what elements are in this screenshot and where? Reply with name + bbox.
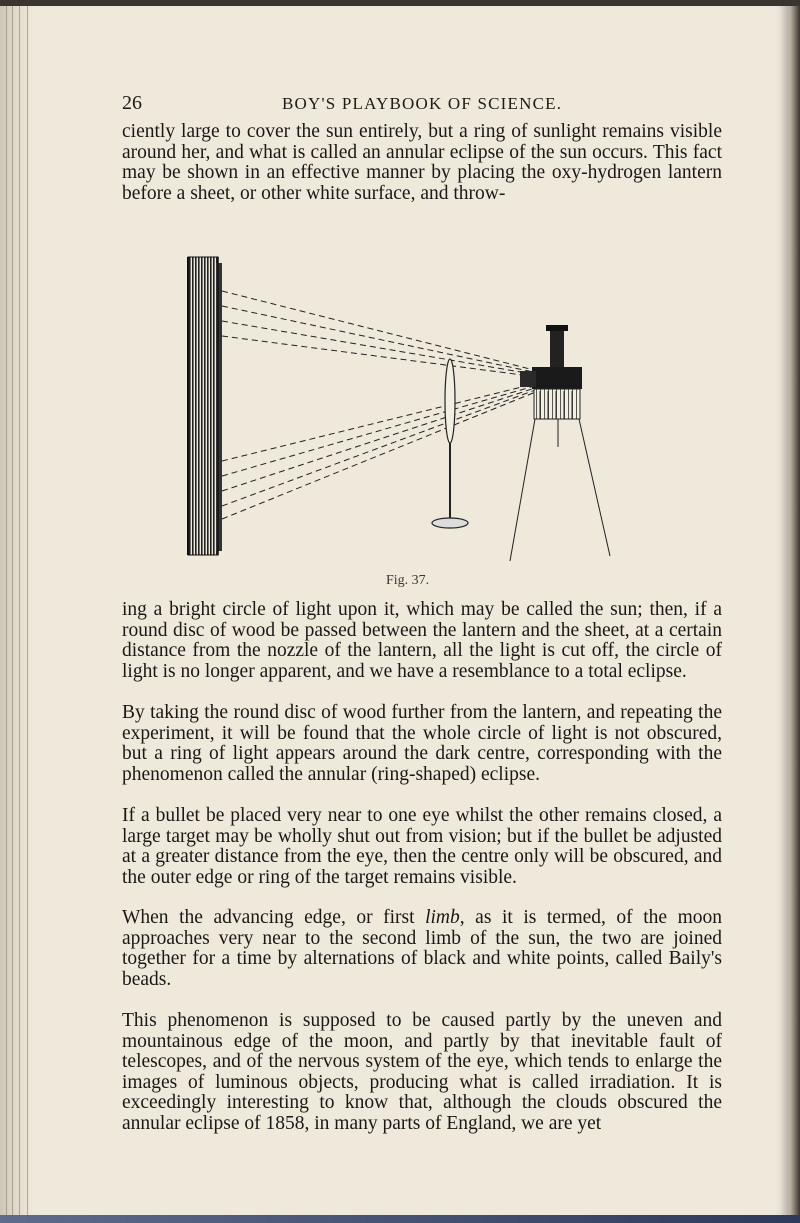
lantern-eclipse-illustration: [180, 251, 642, 569]
page-gutter: [0, 0, 34, 1223]
paragraph-intro: ciently large to cover the sun entirely, but a ring of sunlight remains visible around her, and what is called an annular eclipse of the sun occurs. This fact may be shown in an effective manner by placing the oxy-hydrogen lantern before a sheet, or other white surface, and throw-: [122, 121, 722, 204]
paragraph-total-eclipse: ing a bright circle of light upon it, which may be called the sun; then, if a round disc of wood be passed between the lantern and the sheet, at a certain distance from the nozzle of the lantern, all the light is cut off, the circle of light is no longer apparent, and we have a resemblance to a total eclipse.: [122, 599, 722, 682]
text-run: When the advancing edge, or first: [122, 907, 426, 928]
light-rays: [222, 291, 538, 519]
book-edge-shadow: [790, 0, 800, 1223]
paragraph-bailys-beads: [122, 908, 722, 990]
white-sheet-screen: [188, 257, 222, 555]
running-head: BOY'S PLAYBOOK OF SCIENCE.: [282, 94, 563, 113]
scan-top-edge: [0, 0, 800, 6]
italic-term-limb: limb: [425, 907, 460, 928]
wooden-disc-on-stand: [432, 359, 468, 528]
scan-bottom-edge: [0, 1215, 800, 1223]
paragraph-bullet-target: If a bullet be placed very near to one eye whilst the other remains closed, a large target may be wholly shut out from vision; but if the bullet be adjusted at a greater distance from the eye, then the centre only will be obscured, and the outer edge or ring of the target remains visible.: [122, 805, 722, 888]
text-run: , as it is termed, of the moon approaches very near to the second limb of the sun, the two are joined together for a time by alternations of black and white points, called Baily's beads.: [122, 907, 722, 990]
paragraph-annular-demo: By taking the round disc of wood further from the lantern, and repeating the experiment, it will be found that the whole circle of light is not obscured, but a ring of light appears around the dark centre, corresponding with the phenomenon called the annular (ring-shaped) eclipse.: [122, 702, 722, 785]
paragraph-irradiation: This phenomenon is supposed to be caused partly by the uneven and mountainous edge of the moon, and partly by that inevitable fault of telescopes, and of the nervous system of the eye, which tends to enlarge the images of luminous objects, producing what is called irradiation. It is exceedingly interesting to know that, although the clouds obscured the annular eclipse of 1858, in many parts of England, we are yet: [122, 1010, 722, 1134]
page-number: 26: [122, 92, 142, 114]
oxy-hydrogen-lantern: [510, 325, 610, 561]
page-header: [122, 92, 722, 116]
figure-caption: Fig. 37.: [386, 573, 430, 588]
